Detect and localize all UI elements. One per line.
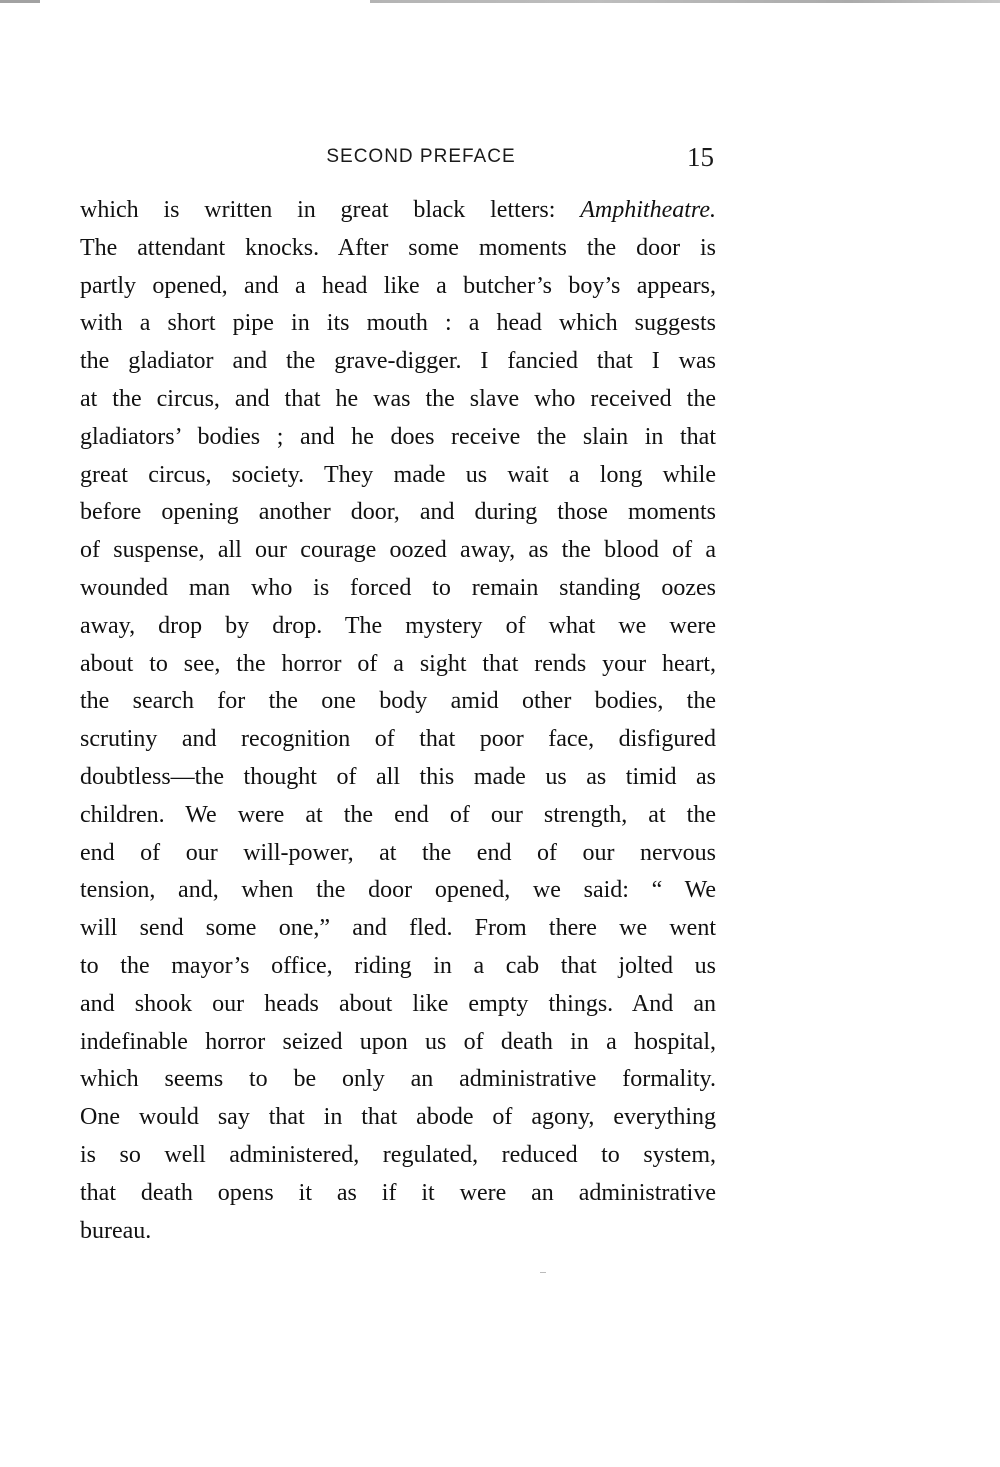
text-line: away, drop by drop. The mystery of what we were: [80, 612, 716, 639]
text-line: partly opened, and a head like a butcher’s boy’s appears,: [80, 272, 716, 299]
text-line: of suspense, all our courage oozed away, as the blood of a: [80, 537, 716, 564]
text-line: the gladiator and the grave-digger. I fancied that I was: [80, 348, 716, 375]
italic-word-amphitheatre: Amphitheatre.: [580, 197, 716, 223]
text-line: One would say that in that abode of agony, everything: [80, 1104, 716, 1131]
text-line-roman: which is written in great black letters:: [80, 197, 581, 223]
text-line: to the mayor’s office, riding in a cab that jolted us: [80, 952, 716, 979]
text-line: will send some one,” and fled. From there we went: [80, 915, 716, 942]
scan-edge-rule: [0, 0, 1000, 3]
text-line: scrutiny and recognition of that poor face, disfigured: [80, 726, 716, 753]
page-number: 15: [687, 142, 714, 172]
text-line: tension, and, when the door opened, we said: “ We: [80, 877, 716, 904]
text-line: doubtless—the thought of all this made us as timid as: [80, 763, 716, 790]
text-line: that death opens it as if it were an administrative: [80, 1179, 716, 1206]
text-line: and shook our heads about like empty things. And an: [80, 990, 716, 1017]
text-line: which seems to be only an administrative formality.: [80, 1066, 716, 1093]
running-head: [80, 142, 716, 176]
text-line-final: bureau.: [80, 1217, 152, 1244]
text-line: end of our will-power, at the end of our nervous: [80, 839, 716, 866]
body-text: [80, 192, 716, 1250]
text-line: gladiators’ bodies ; and he does receive the slain in that: [80, 423, 716, 450]
text-line: is so well administered, regulated, reduced to system,: [80, 1141, 716, 1168]
running-head-title: SECOND PREFACE: [326, 146, 516, 167]
text-line: with a short pipe in its mouth : a head which suggests: [80, 310, 716, 337]
text-line: great circus, society. They made us wait a long while: [80, 461, 716, 488]
text-line: about to see, the horror of a sight that rends your heart,: [80, 650, 716, 677]
text-line: at the circus, and that he was the slave who received the: [80, 385, 716, 412]
text-line: before opening another door, and during those moments: [80, 499, 716, 526]
text-line: indefinable horror seized upon us of death in a hospital,: [80, 1028, 716, 1055]
text-line: The attendant knocks. After some moments the door is: [80, 234, 716, 261]
text-line: children. We were at the end of our strength, at the: [80, 801, 716, 828]
scan-speck: [540, 1272, 546, 1273]
text-line: [80, 192, 716, 230]
text-line: the search for the one body amid other bodies, the: [80, 688, 716, 715]
text-line: wounded man who is forced to remain standing oozes: [80, 574, 716, 601]
